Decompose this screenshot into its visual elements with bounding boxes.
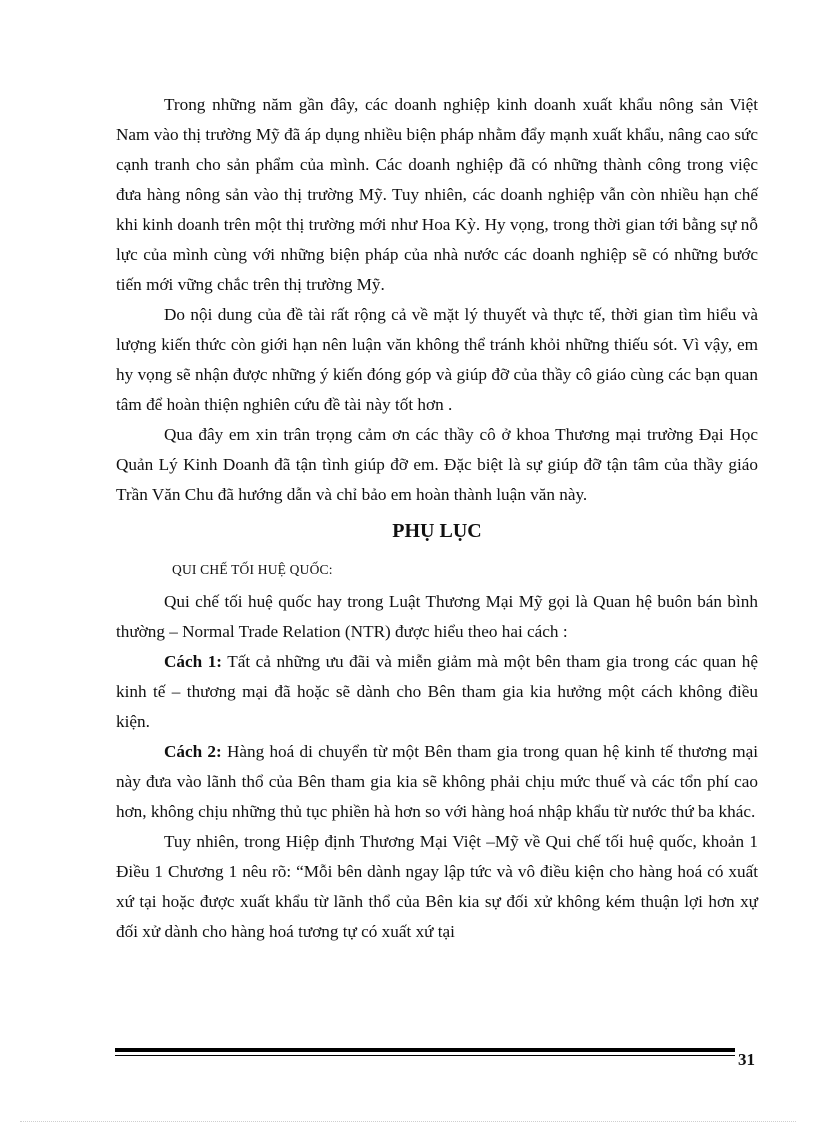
appendix-subheading: QUI CHẾ TỐI HUỆ QUỐC: — [172, 562, 333, 577]
paragraph-intro-3: Qua đây em xin trân trọng cảm ơn các thầy cô ở khoa Thương mại trường Đại Học Quản Lý Kinh Doanh đã tận tình giúp đỡ em. Đặc biệt là sự giúp đỡ tận tâm của thầy giáo Trần Văn Chu đã hướng dẫn và chỉ bảo em hoàn thành luận văn này. — [116, 425, 758, 504]
paragraph-agreement: Tuy nhiên, trong Hiệp định Thương Mại Việt –Mỹ về Qui chế tối huệ quốc, khoản 1 Điều 1 Chương 1 nêu rõ: “Mỗi bên dành ngay lập tức và vô điều kiện cho hàng hoá có xuất xứ tại hoặc được xuất khẩu từ lãnh thổ của Bên kia sự đối xử không kém thuận lợi hơn xự đối xử dành cho hàng hoá tương tự có xuất xứ tại — [116, 832, 758, 941]
footer-rule-thin — [115, 1055, 735, 1056]
case-2-label: Cách 2: — [164, 742, 222, 761]
paragraph-definition: Qui chế tối huệ quốc hay trong Luật Thương Mại Mỹ gọi là Quan hệ buôn bán bình thường – Normal Trade Relation (NTR) được hiểu theo hai cách : — [116, 592, 758, 641]
paragraph-case-2 — [116, 737, 758, 827]
page-number: 31 — [738, 1050, 755, 1069]
footer-rule-thick — [115, 1048, 735, 1052]
paragraph-intro-2: Do nội dung của đề tài rất rộng cả về mặt lý thuyết và thực tế, thời gian tìm hiểu và lượng kiến thức còn giới hạn nên luận văn không thể tránh khỏi những thiếu sót. Vì vậy, em hy vọng sẽ nhận được những ý kiến đóng góp và giúp đỡ của thầy cô giáo cùng các bạn quan tâm để hoàn thiện nghiên cứu đề tài này tốt hơn . — [116, 305, 758, 414]
paragraph-intro-1: Trong những năm gần đây, các doanh nghiệp kinh doanh xuất khẩu nông sản Việt Nam vào thị trường Mỹ đã áp dụng nhiều biện pháp nhằm đẩy mạnh xuất khẩu, nâng cao sức cạnh tranh cho sản phẩm của mình. Các doanh nghiệp đã có những thành công trong việc đưa hàng nông sản vào thị trường Mỹ. Tuy nhiên, các doanh nghiệp vẫn còn nhiều hạn chế khi kinh doanh trên một thị trường mới như Hoa Kỳ. Hy vọng, trong thời gian tới bằng sự nỗ lực của mình cùng với những biện pháp của nhà nước các doanh nghiệp sẽ có những bước tiến mới vững chắc trên thị trường Mỹ. — [116, 95, 758, 294]
paragraph-case-1 — [116, 647, 758, 737]
page-bottom-dotted-border — [20, 1121, 796, 1122]
appendix-title: PHỤ LỤC — [392, 520, 482, 542]
page-body — [116, 90, 758, 947]
case-1-label: Cách 1: — [164, 652, 223, 671]
case-1-text: Tất cả những ưu đãi và miễn giảm mà một bên tham gia trong các quan hệ kinh tế – thương mại đã hoặc sẽ dành cho Bên tham gia kia hưởng một cách không điều kiện. — [116, 652, 758, 731]
case-2-text: Hàng hoá di chuyển từ một Bên tham gia trong quan hệ kinh tế thương mại này đưa vào lãnh thổ của Bên tham gia kia sẽ không phải chịu mức thuế và các tổn phí cao hơn, không chịu những thủ tục phiền hà hơn so với hàng hoá nhập khẩu từ nước thứ ba khác. — [116, 742, 758, 821]
